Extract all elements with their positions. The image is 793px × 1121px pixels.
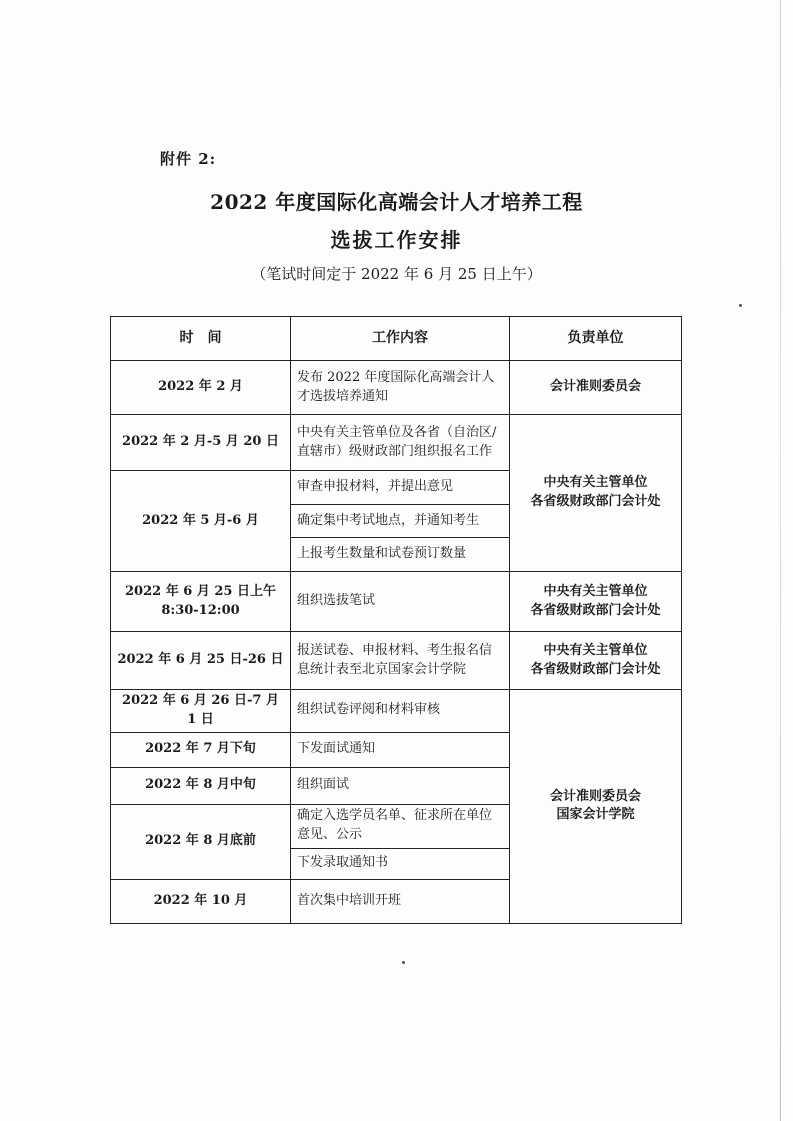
unit-cell	[510, 632, 682, 690]
unit-line: 国家会计学院	[556, 807, 635, 823]
content-cell: 组织面试	[291, 767, 510, 804]
content-cell: 上报考生数量和试卷预订数量	[291, 538, 510, 572]
content-cell: 下发面试通知	[291, 732, 510, 767]
unit-line: 中央有关主管单位	[543, 583, 648, 599]
table-row	[111, 690, 682, 733]
scan-speck	[402, 961, 405, 964]
content-cell: 确定集中考试地点，并通知考生	[291, 505, 510, 538]
content-cell: 报送试卷、申报材料、考生报名信息统计表至北京国家会计学院	[291, 632, 510, 690]
content-cell: 下发录取通知书	[291, 848, 510, 879]
time-cell: 2022 年 8 月底前	[111, 804, 291, 879]
unit-cell: 会计准则委员会	[510, 361, 682, 415]
unit-cell	[510, 572, 682, 632]
table-row	[111, 361, 682, 415]
table-row	[111, 632, 682, 690]
document-subtitle: 选拔工作安排	[330, 228, 463, 252]
unit-line: 中央有关主管单位	[543, 642, 648, 658]
content-cell: 首次集中培训开班	[291, 879, 510, 923]
time-cell: 2022 年 8 月中旬	[111, 767, 291, 804]
table-row	[111, 415, 682, 471]
table-row	[111, 572, 682, 632]
unit-line: 各省级财政部门会计处	[530, 602, 661, 618]
unit-line: 各省级财政部门会计处	[530, 661, 661, 677]
unit-line: 各省级财政部门会计处	[530, 494, 661, 509]
scan-speck	[739, 304, 742, 307]
time-cell: 2022 年 2 月	[111, 361, 291, 415]
content-cell: 确定入选学员名单、征求所在单位意见、公示	[291, 804, 510, 848]
table-header-row	[111, 317, 682, 361]
header-unit: 负责单位	[510, 317, 682, 361]
content-cell: 组织选拔笔试	[291, 572, 510, 632]
exam-time-note: （笔试时间定于 2022 年 6 月 25 日上午）	[251, 265, 542, 283]
content-cell: 审查申报材料，并提出意见	[291, 471, 510, 505]
attachment-label: 附件 2:	[160, 150, 217, 168]
unit-line: 中央有关主管单位	[543, 475, 648, 491]
time-cell: 2022 年 5 月-6 月	[111, 471, 291, 572]
header-time: 时 间	[111, 317, 291, 361]
unit-line: 会计准则委员会	[549, 788, 641, 804]
unit-cell	[510, 690, 682, 924]
header-content: 工作内容	[291, 317, 510, 361]
content-cell: 发布 2022 年度国际化高端会计人才选拔培养通知	[291, 361, 510, 415]
time-cell: 2022 年 10 月	[111, 879, 291, 923]
content-cell: 组织试卷评阅和材料审核	[291, 690, 510, 733]
time-cell	[111, 572, 291, 632]
time-line: 8:30-12:00	[161, 602, 240, 618]
time-cell: 2022 年 2 月-5 月 20 日	[111, 415, 291, 471]
content-cell: 中央有关主管单位及各省（自治区/直辖市）级财政部门组织报名工作	[291, 415, 510, 471]
time-cell: 2022 年 7 月下旬	[111, 732, 291, 767]
document-title: 2022 年度国际化高端会计人才培养工程	[210, 190, 583, 214]
time-line: 2022 年 6 月 25 日上午	[125, 583, 276, 599]
schedule-table	[110, 316, 682, 924]
unit-cell	[510, 415, 682, 572]
page-edge	[780, 0, 781, 1121]
time-cell: 2022 年 6 月 25 日-26 日	[111, 632, 291, 690]
time-cell: 2022 年 6 月 26 日-7 月 1 日	[111, 690, 291, 733]
